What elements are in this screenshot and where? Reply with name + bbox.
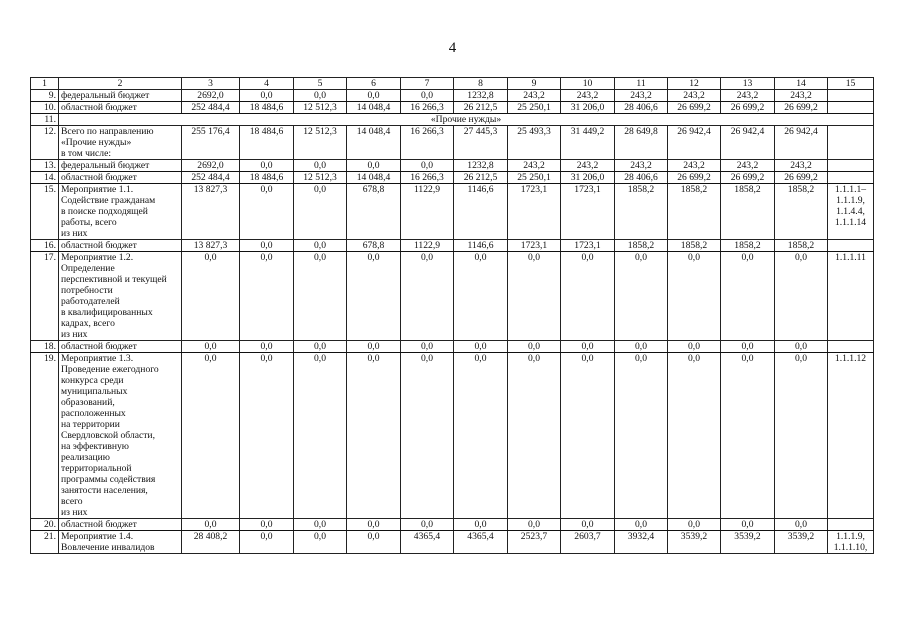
value-cell: 2692,0 bbox=[182, 160, 240, 172]
row-label-line: конкурса среди bbox=[61, 375, 124, 386]
row-label-line: Мероприятие 1.1. bbox=[61, 184, 134, 195]
value-cell: 4365,4 bbox=[401, 531, 454, 554]
value-cell: 0,0 bbox=[561, 341, 615, 353]
value-cell: 0,0 bbox=[721, 353, 775, 519]
row-label bbox=[59, 184, 182, 240]
value-cell: 14 048,4 bbox=[347, 102, 401, 114]
reference-cell bbox=[828, 184, 874, 240]
table-row bbox=[31, 531, 874, 554]
value-cell: 678,8 bbox=[347, 184, 401, 240]
reference-cell bbox=[828, 519, 874, 531]
reference-cell bbox=[828, 353, 874, 519]
row-number: 16. bbox=[31, 240, 59, 252]
row-label-line: муниципальных bbox=[61, 386, 128, 397]
row-number: 19. bbox=[31, 353, 59, 519]
row-label-line: «Прочие нужды» bbox=[61, 137, 132, 148]
value-cell: 243,2 bbox=[561, 90, 615, 102]
value-cell: 0,0 bbox=[401, 252, 454, 341]
value-cell: 16 266,3 bbox=[401, 126, 454, 160]
row-number: 15. bbox=[31, 184, 59, 240]
value-cell: 1146,6 bbox=[454, 184, 508, 240]
value-cell: 0,0 bbox=[454, 519, 508, 531]
value-cell: 2692,0 bbox=[182, 90, 240, 102]
value-cell: 0,0 bbox=[240, 353, 294, 519]
value-cell: 1146,6 bbox=[454, 240, 508, 252]
value-cell: 1232,8 bbox=[454, 90, 508, 102]
column-header: 12 bbox=[668, 78, 721, 90]
value-cell: 3539,2 bbox=[721, 531, 775, 554]
value-cell: 0,0 bbox=[561, 519, 615, 531]
row-label bbox=[59, 160, 182, 172]
column-header: 9 bbox=[508, 78, 561, 90]
row-label-line: Свердловской области, bbox=[61, 430, 155, 441]
row-label bbox=[59, 102, 182, 114]
value-cell: 13 827,3 bbox=[182, 240, 240, 252]
value-cell: 243,2 bbox=[508, 90, 561, 102]
reference-cell bbox=[828, 172, 874, 184]
column-header: 6 bbox=[347, 78, 401, 90]
value-cell: 0,0 bbox=[294, 240, 347, 252]
value-cell: 0,0 bbox=[347, 519, 401, 531]
reference-line: 1.1.1.14 bbox=[834, 217, 867, 228]
value-cell: 0,0 bbox=[668, 252, 721, 341]
row-label-line: из них bbox=[61, 507, 88, 518]
value-cell: 243,2 bbox=[721, 90, 775, 102]
reference-cell bbox=[828, 160, 874, 172]
row-label-line: из них bbox=[61, 329, 88, 340]
value-cell: 1858,2 bbox=[668, 240, 721, 252]
value-cell: 0,0 bbox=[775, 353, 828, 519]
value-cell: 0,0 bbox=[294, 252, 347, 341]
row-label-line: территориальной bbox=[61, 463, 132, 474]
reference-cell bbox=[828, 341, 874, 353]
column-header: 5 bbox=[294, 78, 347, 90]
value-cell: 14 048,4 bbox=[347, 172, 401, 184]
value-cell: 0,0 bbox=[240, 184, 294, 240]
value-cell: 16 266,3 bbox=[401, 172, 454, 184]
reference-line: 1.1.1.1– bbox=[834, 184, 867, 195]
value-cell: 0,0 bbox=[668, 353, 721, 519]
value-cell: 1122,9 bbox=[401, 240, 454, 252]
value-cell: 243,2 bbox=[721, 160, 775, 172]
value-cell: 26 942,4 bbox=[668, 126, 721, 160]
row-number: 11. bbox=[31, 114, 59, 126]
value-cell: 0,0 bbox=[615, 252, 668, 341]
table-row bbox=[31, 353, 874, 519]
column-header: 15 bbox=[828, 78, 874, 90]
row-label-line: федеральный бюджет bbox=[61, 160, 150, 171]
value-cell: 25 250,1 bbox=[508, 172, 561, 184]
value-cell: 0,0 bbox=[615, 519, 668, 531]
value-cell: 0,0 bbox=[182, 341, 240, 353]
row-label bbox=[59, 240, 182, 252]
column-header: 3 bbox=[182, 78, 240, 90]
value-cell: 18 484,6 bbox=[240, 126, 294, 160]
value-cell: 27 445,3 bbox=[454, 126, 508, 160]
row-label-line: на территории bbox=[61, 419, 120, 430]
budget-table bbox=[30, 77, 874, 554]
value-cell: 26 212,5 bbox=[454, 102, 508, 114]
row-label-line: Мероприятие 1.2. bbox=[61, 252, 134, 263]
reference-line: 1.1.1.12 bbox=[834, 353, 867, 364]
value-cell: 0,0 bbox=[240, 240, 294, 252]
value-cell: 0,0 bbox=[294, 519, 347, 531]
column-header: 10 bbox=[561, 78, 615, 90]
row-label-line: из них bbox=[61, 228, 88, 239]
value-cell: 2523,7 bbox=[508, 531, 561, 554]
value-cell: 26 212,5 bbox=[454, 172, 508, 184]
column-header: 14 bbox=[775, 78, 828, 90]
row-label-line: областной бюджет bbox=[61, 240, 137, 251]
value-cell: 0,0 bbox=[240, 531, 294, 554]
value-cell: 0,0 bbox=[294, 531, 347, 554]
row-number: 20. bbox=[31, 519, 59, 531]
value-cell: 12 512,3 bbox=[294, 126, 347, 160]
table-row bbox=[31, 240, 874, 252]
value-cell: 26 699,2 bbox=[668, 172, 721, 184]
value-cell: 25 493,3 bbox=[508, 126, 561, 160]
value-cell: 13 827,3 bbox=[182, 184, 240, 240]
value-cell: 0,0 bbox=[721, 519, 775, 531]
value-cell: 4365,4 bbox=[454, 531, 508, 554]
value-cell: 1723,1 bbox=[508, 240, 561, 252]
row-label-line: занятости населения, bbox=[61, 485, 148, 496]
value-cell: 0,0 bbox=[347, 160, 401, 172]
column-header: 11 bbox=[615, 78, 668, 90]
value-cell: 243,2 bbox=[508, 160, 561, 172]
row-label-line: Мероприятие 1.4. bbox=[61, 531, 134, 542]
value-cell: 0,0 bbox=[294, 341, 347, 353]
row-label-line: программы содействия bbox=[61, 474, 156, 485]
row-label-line: работы, всего bbox=[61, 217, 117, 228]
row-label-line: кадрах, всего bbox=[61, 318, 115, 329]
table-row bbox=[31, 160, 874, 172]
value-cell: 0,0 bbox=[294, 184, 347, 240]
value-cell: 26 699,2 bbox=[775, 102, 828, 114]
row-number: 9. bbox=[31, 90, 59, 102]
row-number: 14. bbox=[31, 172, 59, 184]
value-cell: 0,0 bbox=[240, 519, 294, 531]
value-cell: 0,0 bbox=[347, 353, 401, 519]
value-cell: 243,2 bbox=[561, 160, 615, 172]
value-cell: 31 206,0 bbox=[561, 102, 615, 114]
reference-cell bbox=[828, 90, 874, 102]
value-cell: 0,0 bbox=[182, 353, 240, 519]
column-header: 8 bbox=[454, 78, 508, 90]
row-label-line: на эффективную bbox=[61, 441, 129, 452]
reference-line: 1.1.1.11 bbox=[835, 252, 866, 263]
row-number: 12. bbox=[31, 126, 59, 160]
reference-cell bbox=[828, 531, 874, 554]
value-cell: 0,0 bbox=[294, 160, 347, 172]
value-cell: 0,0 bbox=[401, 519, 454, 531]
row-number: 21. bbox=[31, 531, 59, 554]
value-cell: 255 176,4 bbox=[182, 126, 240, 160]
column-header: 1 bbox=[31, 78, 59, 90]
row-label-line: областной бюджет bbox=[61, 519, 137, 530]
value-cell: 1858,2 bbox=[775, 184, 828, 240]
table-row bbox=[31, 519, 874, 531]
column-header: 2 bbox=[59, 78, 182, 90]
value-cell: 0,0 bbox=[508, 341, 561, 353]
row-label bbox=[59, 519, 182, 531]
value-cell: 0,0 bbox=[401, 353, 454, 519]
value-cell: 1723,1 bbox=[561, 184, 615, 240]
value-cell: 0,0 bbox=[294, 353, 347, 519]
header-row bbox=[31, 78, 874, 90]
value-cell: 2603,7 bbox=[561, 531, 615, 554]
value-cell: 0,0 bbox=[182, 519, 240, 531]
value-cell: 0,0 bbox=[561, 353, 615, 519]
value-cell: 0,0 bbox=[401, 341, 454, 353]
section-title: «Прочие нужды» bbox=[59, 114, 874, 126]
value-cell: 1858,2 bbox=[721, 240, 775, 252]
row-label-line: Вовлечение инвалидов bbox=[61, 542, 155, 553]
value-cell: 1723,1 bbox=[508, 184, 561, 240]
value-cell: 18 484,6 bbox=[240, 102, 294, 114]
row-label-line: Мероприятие 1.3. bbox=[61, 353, 134, 364]
table-row bbox=[31, 90, 874, 102]
value-cell: 1858,2 bbox=[721, 184, 775, 240]
reference-cell bbox=[828, 252, 874, 341]
table-row bbox=[31, 252, 874, 341]
value-cell: 0,0 bbox=[668, 341, 721, 353]
reference-line: 1.1.4.4, bbox=[836, 206, 865, 217]
value-cell: 0,0 bbox=[775, 341, 828, 353]
row-label-line: перспективной и текущей bbox=[61, 274, 167, 285]
value-cell: 12 512,3 bbox=[294, 172, 347, 184]
value-cell: 0,0 bbox=[347, 90, 401, 102]
row-label-line: в квалифицированных bbox=[61, 307, 153, 318]
row-label bbox=[59, 252, 182, 341]
value-cell: 0,0 bbox=[347, 252, 401, 341]
row-label-line: федеральный бюджет bbox=[61, 90, 150, 101]
row-number: 13. bbox=[31, 160, 59, 172]
table-row bbox=[31, 102, 874, 114]
value-cell: 243,2 bbox=[775, 160, 828, 172]
table-row bbox=[31, 184, 874, 240]
value-cell: 31 206,0 bbox=[561, 172, 615, 184]
column-header: 7 bbox=[401, 78, 454, 90]
value-cell: 12 512,3 bbox=[294, 102, 347, 114]
value-cell: 3539,2 bbox=[668, 531, 721, 554]
row-label bbox=[59, 172, 182, 184]
value-cell: 0,0 bbox=[240, 252, 294, 341]
value-cell: 16 266,3 bbox=[401, 102, 454, 114]
value-cell: 0,0 bbox=[401, 90, 454, 102]
value-cell: 14 048,4 bbox=[347, 126, 401, 160]
row-label bbox=[59, 353, 182, 519]
value-cell: 0,0 bbox=[775, 252, 828, 341]
row-label-line: в том числе: bbox=[61, 148, 112, 159]
value-cell: 18 484,6 bbox=[240, 172, 294, 184]
value-cell: 26 699,2 bbox=[775, 172, 828, 184]
row-label-line: потребности bbox=[61, 285, 113, 296]
row-label-line: реализацию bbox=[61, 452, 110, 463]
value-cell: 0,0 bbox=[182, 252, 240, 341]
value-cell: 0,0 bbox=[454, 353, 508, 519]
row-label-line: областной бюджет bbox=[61, 172, 137, 183]
value-cell: 252 484,4 bbox=[182, 172, 240, 184]
reference-cell bbox=[828, 240, 874, 252]
value-cell: 0,0 bbox=[508, 519, 561, 531]
row-label-line: всего bbox=[61, 496, 83, 507]
value-cell: 31 449,2 bbox=[561, 126, 615, 160]
value-cell: 26 699,2 bbox=[721, 172, 775, 184]
table-row bbox=[31, 341, 874, 353]
row-label-line: областной бюджет bbox=[61, 102, 137, 113]
reference-cell bbox=[828, 126, 874, 160]
value-cell: 1858,2 bbox=[615, 240, 668, 252]
value-cell: 0,0 bbox=[240, 341, 294, 353]
table-row bbox=[31, 172, 874, 184]
column-header: 13 bbox=[721, 78, 775, 90]
row-label bbox=[59, 90, 182, 102]
row-label-line: расположенных bbox=[61, 408, 126, 419]
value-cell: 1232,8 bbox=[454, 160, 508, 172]
page-number: 4 bbox=[448, 40, 457, 56]
value-cell: 28 406,6 bbox=[615, 172, 668, 184]
value-cell: 243,2 bbox=[775, 90, 828, 102]
value-cell: 243,2 bbox=[668, 90, 721, 102]
value-cell: 0,0 bbox=[347, 341, 401, 353]
value-cell: 0,0 bbox=[775, 519, 828, 531]
reference-line: 1.1.1.9, bbox=[836, 195, 865, 206]
value-cell: 1858,2 bbox=[615, 184, 668, 240]
row-label-line: Проведение ежегодного bbox=[61, 364, 159, 375]
value-cell: 3539,2 bbox=[775, 531, 828, 554]
value-cell: 25 250,1 bbox=[508, 102, 561, 114]
value-cell: 28 408,2 bbox=[182, 531, 240, 554]
reference-line: 1.1.1.9, bbox=[836, 531, 865, 542]
row-label-line: Всего по направлению bbox=[61, 126, 154, 137]
value-cell: 0,0 bbox=[721, 252, 775, 341]
value-cell: 0,0 bbox=[668, 519, 721, 531]
row-label-line: в поиске подходящей bbox=[61, 206, 148, 217]
value-cell: 0,0 bbox=[454, 252, 508, 341]
value-cell: 0,0 bbox=[240, 160, 294, 172]
row-label bbox=[59, 531, 182, 554]
value-cell: 0,0 bbox=[615, 341, 668, 353]
value-cell: 28 649,8 bbox=[615, 126, 668, 160]
value-cell: 26 699,2 bbox=[721, 102, 775, 114]
row-number: 17. bbox=[31, 252, 59, 341]
row-label-line: Содействие гражданам bbox=[61, 195, 156, 206]
value-cell: 26 699,2 bbox=[668, 102, 721, 114]
value-cell: 0,0 bbox=[240, 90, 294, 102]
value-cell: 1122,9 bbox=[401, 184, 454, 240]
value-cell: 0,0 bbox=[721, 341, 775, 353]
column-header: 4 bbox=[240, 78, 294, 90]
value-cell: 243,2 bbox=[615, 160, 668, 172]
value-cell: 0,0 bbox=[615, 353, 668, 519]
value-cell: 243,2 bbox=[668, 160, 721, 172]
reference-line: 1.1.1.10, bbox=[833, 542, 868, 553]
value-cell: 26 942,4 bbox=[775, 126, 828, 160]
value-cell: 1858,2 bbox=[668, 184, 721, 240]
table-row bbox=[31, 126, 874, 160]
value-cell: 252 484,4 bbox=[182, 102, 240, 114]
value-cell: 0,0 bbox=[454, 341, 508, 353]
value-cell: 1723,1 bbox=[561, 240, 615, 252]
value-cell: 26 942,4 bbox=[721, 126, 775, 160]
row-label-line: областной бюджет bbox=[61, 341, 137, 352]
value-cell: 28 406,6 bbox=[615, 102, 668, 114]
row-label-line: образований, bbox=[61, 397, 115, 408]
value-cell: 0,0 bbox=[347, 531, 401, 554]
value-cell: 678,8 bbox=[347, 240, 401, 252]
section-row bbox=[31, 114, 874, 126]
value-cell: 0,0 bbox=[294, 90, 347, 102]
value-cell: 1858,2 bbox=[775, 240, 828, 252]
reference-cell bbox=[828, 102, 874, 114]
row-label bbox=[59, 126, 182, 160]
row-number: 10. bbox=[31, 102, 59, 114]
row-label bbox=[59, 341, 182, 353]
value-cell: 3932,4 bbox=[615, 531, 668, 554]
value-cell: 0,0 bbox=[561, 252, 615, 341]
row-label-line: работодателей bbox=[61, 296, 120, 307]
value-cell: 243,2 bbox=[615, 90, 668, 102]
row-number: 18. bbox=[31, 341, 59, 353]
value-cell: 0,0 bbox=[508, 252, 561, 341]
value-cell: 0,0 bbox=[508, 353, 561, 519]
value-cell: 0,0 bbox=[401, 160, 454, 172]
row-label-line: Определение bbox=[61, 263, 115, 274]
